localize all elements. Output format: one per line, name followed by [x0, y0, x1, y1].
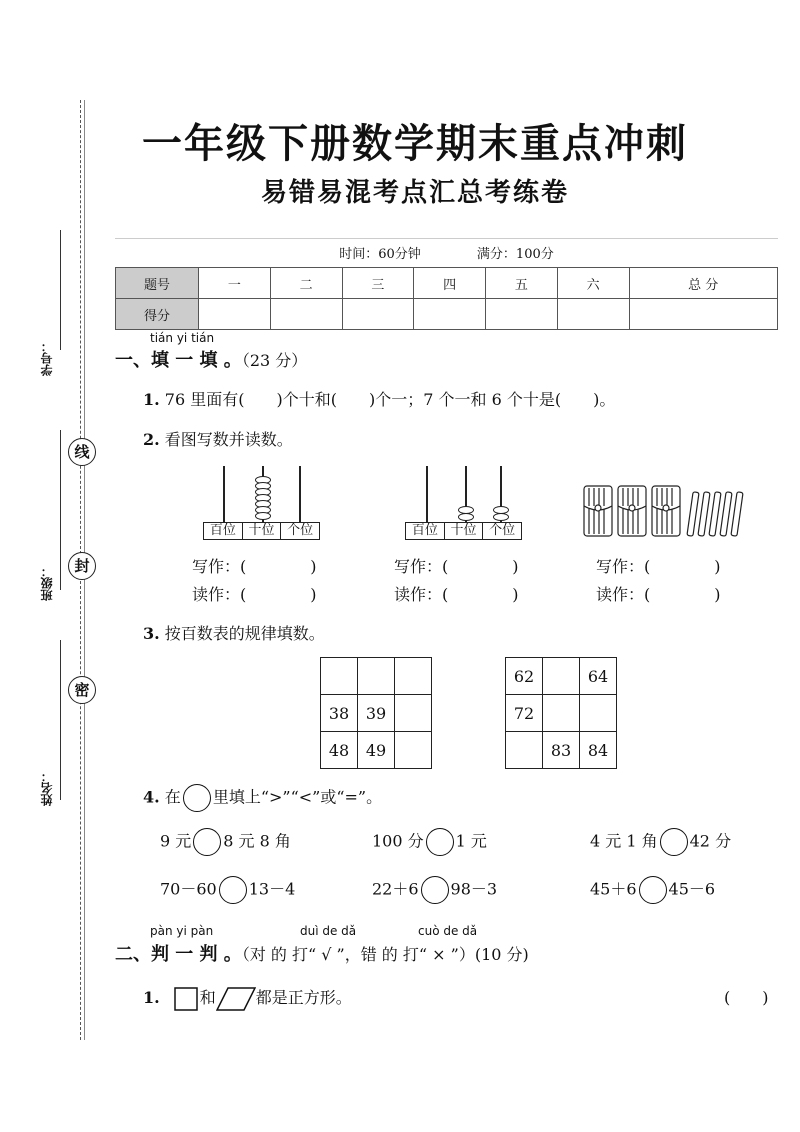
compare-left: 70－60	[160, 879, 217, 899]
abacus-bead	[458, 513, 474, 521]
stick-bundles-image	[578, 480, 753, 540]
section2-title: 二、判 一 判 。	[115, 944, 242, 965]
q2-text: 看图写数并读数。	[164, 430, 293, 449]
q2-b-read[interactable]: 读作：( )	[394, 585, 519, 604]
place-ones: 个位	[287, 523, 314, 538]
class-line	[60, 430, 61, 590]
q2-b-write[interactable]: 写作：( )	[394, 557, 519, 576]
grid-cell: 38	[321, 695, 358, 732]
grid-cell: 84	[580, 732, 617, 769]
grid-cell[interactable]	[358, 658, 395, 695]
page-subtitle: 易错易混考点汇总考练卷	[260, 178, 569, 208]
grid-cell[interactable]	[395, 658, 432, 695]
j1-mid: 和	[199, 988, 216, 1007]
compare-right: 42 分	[689, 831, 732, 851]
compare-circle-input[interactable]	[421, 876, 449, 904]
grid-cell: 64	[580, 658, 617, 695]
exam-time: 时间：60分钟	[339, 247, 421, 262]
stick-bundle	[652, 486, 680, 536]
compare-right: 13－4	[248, 879, 296, 899]
square-shape-icon	[174, 987, 200, 1011]
score-col-4: 四	[414, 268, 486, 299]
compare-circle-icon	[183, 784, 211, 812]
q2-c-read[interactable]: 读作：( )	[596, 585, 721, 604]
score-col-6: 六	[557, 268, 629, 299]
score-col-5: 五	[486, 268, 558, 299]
compare-right: 1 元	[455, 831, 487, 851]
compare-item	[160, 828, 291, 856]
grid-cell: 72	[506, 695, 543, 732]
place-hundreds: 百位	[204, 523, 243, 539]
section1-heading	[115, 346, 307, 372]
compare-left: 100 分	[372, 831, 424, 851]
score-cell[interactable]	[270, 299, 342, 330]
compare-left: 22＋6	[372, 879, 419, 899]
compare-circle-input[interactable]	[660, 828, 688, 856]
section1-pinyin: tián yi tián	[150, 331, 215, 345]
score-col-1: 一	[199, 268, 271, 299]
section2-note: （对 的 打“ √ ”，错 的 打“ × ”）(10 分)	[241, 945, 529, 964]
compare-circle-input[interactable]	[193, 828, 221, 856]
q2-c-write[interactable]: 写作：( )	[596, 557, 721, 576]
compare-left: 4 元 1 角	[590, 831, 658, 851]
name-label: 姓名：	[40, 770, 54, 806]
hundred-chart-grid-1	[320, 657, 432, 769]
score-header-label: 题号	[116, 268, 199, 299]
q4-number: 4.	[143, 787, 160, 807]
name-line	[60, 640, 61, 800]
student-id-line	[60, 230, 61, 350]
q1-text: 76 里面有( )个十和( )个一；7 个一和 6 个十是( )。	[164, 390, 616, 409]
compare-circle-input[interactable]	[219, 876, 247, 904]
score-cell[interactable]	[557, 299, 629, 330]
seal-mi: 密	[68, 676, 96, 704]
class-label: 班级：	[40, 565, 54, 601]
grid-cell[interactable]	[321, 658, 358, 695]
score-cell[interactable]	[414, 299, 486, 330]
abacus-bead	[493, 513, 509, 521]
grid-cell: 62	[506, 658, 543, 695]
compare-circle-input[interactable]	[639, 876, 667, 904]
section2-heading	[115, 940, 529, 966]
abacus-place-labels	[203, 522, 320, 540]
compare-right: 8 元 8 角	[223, 831, 291, 851]
j1-number: 1.	[143, 988, 160, 1007]
place-hundreds: 百位	[406, 523, 445, 539]
place-tens: 十位	[445, 523, 484, 539]
section2-pinyin-1: pàn yi pàn	[150, 924, 214, 938]
q2-a-write[interactable]: 写作：( )	[192, 557, 317, 576]
student-id-label: 学号：	[40, 340, 54, 376]
score-cell[interactable]	[199, 299, 271, 330]
compare-left: 9 元	[160, 831, 192, 851]
judge-1	[143, 985, 352, 1011]
question-4	[143, 784, 382, 812]
j1-answer-paren[interactable]: ( )	[724, 988, 769, 1007]
q1-number: 1.	[143, 390, 160, 409]
score-cell[interactable]	[486, 299, 558, 330]
question-3	[143, 621, 325, 644]
compare-circle-input[interactable]	[426, 828, 454, 856]
score-table	[115, 267, 778, 330]
score-row-label: 得分	[116, 299, 199, 330]
abacus-bead	[255, 512, 271, 520]
compare-item	[372, 876, 497, 904]
section1-title: 一、填 一 填 。	[115, 350, 242, 371]
q2-number: 2.	[143, 430, 160, 449]
compare-right: 45－6	[668, 879, 716, 899]
score-col-2: 二	[270, 268, 342, 299]
stick-bundle	[584, 486, 612, 536]
grid-cell[interactable]	[395, 732, 432, 769]
q4-text-before: 在	[164, 787, 181, 807]
stick-bundle	[618, 486, 646, 536]
q2-a-read[interactable]: 读作：( )	[192, 585, 317, 604]
abacus-rod	[299, 466, 301, 522]
grid-cell[interactable]	[543, 658, 580, 695]
single-sticks	[687, 492, 743, 536]
compare-item	[590, 876, 715, 904]
compare-left: 45＋6	[590, 879, 637, 899]
j1-end: 都是正方形。	[255, 988, 352, 1007]
score-col-3: 三	[342, 268, 414, 299]
score-cell[interactable]	[342, 299, 414, 330]
page-title: 一年级下册数学期末重点冲刺	[142, 120, 688, 167]
grid-cell[interactable]	[395, 695, 432, 732]
section2-pinyin-2: duì de dǎ	[300, 924, 357, 938]
abacus-place-labels	[405, 522, 522, 540]
q3-number: 3.	[143, 624, 160, 643]
score-cell[interactable]	[629, 299, 778, 330]
seal-feng: 封	[68, 552, 96, 580]
place-tens: 十位	[243, 523, 282, 539]
exam-info	[115, 238, 778, 262]
abacus-rod	[223, 466, 225, 522]
compare-item	[160, 876, 295, 904]
section1-points: （23 分）	[241, 351, 308, 370]
question-1	[143, 387, 615, 410]
grid-cell: 48	[321, 732, 358, 769]
compare-item	[372, 828, 487, 856]
grid-cell[interactable]	[543, 695, 580, 732]
abacus-rod	[426, 466, 428, 522]
grid-cell: 49	[358, 732, 395, 769]
question-2	[143, 427, 293, 450]
grid-cell[interactable]	[580, 695, 617, 732]
q3-text: 按百数表的规律填数。	[164, 624, 325, 643]
grid-cell[interactable]	[506, 732, 543, 769]
hundred-chart-grid-2	[505, 657, 617, 769]
q4-text-after: 里填上“>”“<”或“=”。	[212, 787, 383, 807]
parallelogram-shape-icon	[216, 987, 256, 1011]
grid-cell: 83	[543, 732, 580, 769]
score-col-total: 总 分	[629, 268, 778, 299]
exam-full-score: 满分：100分	[476, 247, 554, 262]
compare-right: 98－3	[450, 879, 498, 899]
compare-item	[590, 828, 731, 856]
section2-pinyin-3: cuò de dǎ	[418, 924, 478, 938]
grid-cell: 39	[358, 695, 395, 732]
seal-xian: 线	[68, 438, 96, 466]
place-ones: 个位	[489, 523, 516, 538]
